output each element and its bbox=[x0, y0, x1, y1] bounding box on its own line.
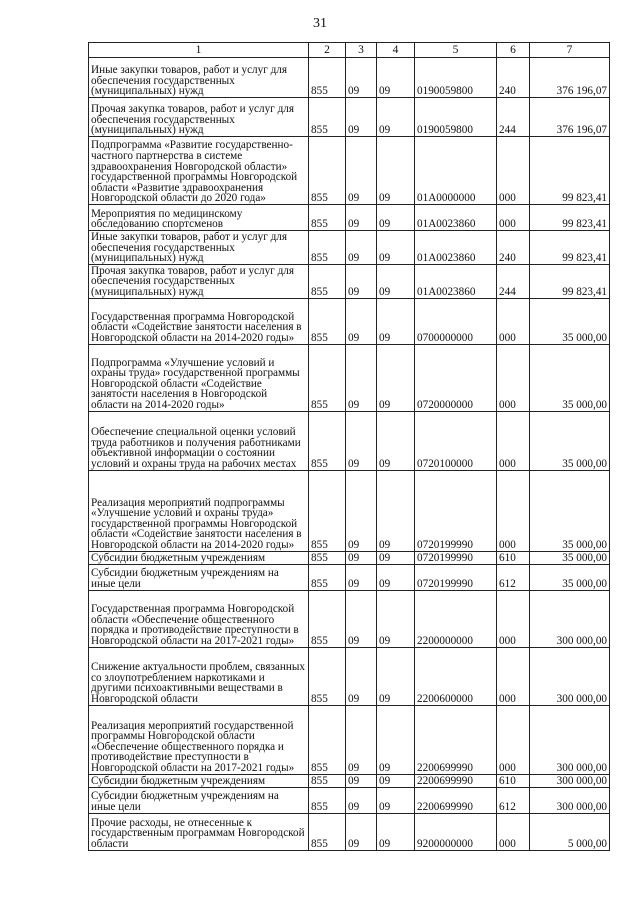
expense-type-cell: 000 bbox=[497, 705, 530, 774]
subsection-cell: 09 bbox=[377, 787, 415, 813]
amount-cell: 35 000,00 bbox=[530, 344, 610, 411]
amount-cell: 99 823,41 bbox=[530, 231, 610, 265]
target-article-cell: 2200600000 bbox=[415, 647, 497, 705]
row-name-cell: Подпрограмма «Улучшение условий и охраны труда» государственной программы Новгородской области «Содействие занятости населения в Новгородской области на 2014-2020 годы» bbox=[89, 344, 309, 411]
amount-cell: 300 000,00 bbox=[530, 647, 610, 705]
table-row bbox=[89, 705, 610, 774]
expense-type-cell: 000 bbox=[497, 344, 530, 411]
budget-table bbox=[88, 42, 610, 851]
section-cell: 09 bbox=[346, 705, 377, 774]
expense-type-cell: 610 bbox=[497, 774, 530, 787]
expense-type-cell: 244 bbox=[497, 264, 530, 298]
row-name-cell: Мероприятия по медицинскому обследованию спортсменов bbox=[89, 205, 309, 231]
expense-type-cell: 244 bbox=[497, 98, 530, 137]
target-article-cell: 2200699990 bbox=[415, 774, 497, 787]
section-cell: 09 bbox=[346, 551, 377, 564]
subsection-cell: 09 bbox=[377, 58, 415, 98]
row-name-cell: Обеспечение специальной оценки условий труда работников и получения работниками объективной информации о состоянии условий и охраны труда на рабочих местах bbox=[89, 411, 309, 470]
admin-code-cell: 855 bbox=[309, 647, 346, 705]
section-cell: 09 bbox=[346, 264, 377, 298]
expense-type-cell: 240 bbox=[497, 231, 530, 265]
admin-code-cell: 855 bbox=[309, 705, 346, 774]
expense-type-cell: 000 bbox=[497, 470, 530, 551]
row-name-cell: Субсидии бюджетным учреждениям на иные цели bbox=[89, 787, 309, 813]
amount-cell: 35 000,00 bbox=[530, 411, 610, 470]
target-article-cell: 2200699990 bbox=[415, 787, 497, 813]
expense-type-cell: 000 bbox=[497, 205, 530, 231]
subsection-cell: 09 bbox=[377, 564, 415, 590]
row-name-cell: Иные закупки товаров, работ и услуг для обеспечения государственных (муниципальных) нужд bbox=[89, 58, 309, 98]
amount-cell: 300 000,00 bbox=[530, 590, 610, 647]
table-row bbox=[89, 590, 610, 647]
subsection-cell: 09 bbox=[377, 551, 415, 564]
expense-type-cell: 000 bbox=[497, 590, 530, 647]
expense-type-cell: 612 bbox=[497, 564, 530, 590]
row-name-cell: Иные закупки товаров, работ и услуг для обеспечения государственных (муниципальных) нужд bbox=[89, 231, 309, 265]
subsection-cell: 09 bbox=[377, 813, 415, 850]
amount-cell: 99 823,41 bbox=[530, 137, 610, 205]
target-article-cell: 01А0000000 bbox=[415, 137, 497, 205]
table-header-row bbox=[89, 43, 610, 58]
table-row bbox=[89, 298, 610, 344]
row-name-cell: Снижение актуальности проблем, связанных со злоупотреблением наркотиками и другими психоактивными веществами в Новгородской области bbox=[89, 647, 309, 705]
header-cell: 7 bbox=[530, 43, 610, 58]
row-name-cell: Государственная программа Новгородской области «Обеспечение общественного порядка и противодействие преступности в Новгородской области на 2017-2021 годы» bbox=[89, 590, 309, 647]
expense-type-cell: 610 bbox=[497, 551, 530, 564]
admin-code-cell: 855 bbox=[309, 590, 346, 647]
target-article-cell: 0190059800 bbox=[415, 58, 497, 98]
expense-type-cell: 000 bbox=[497, 137, 530, 205]
admin-code-cell: 855 bbox=[309, 344, 346, 411]
subsection-cell: 09 bbox=[377, 205, 415, 231]
admin-code-cell: 855 bbox=[309, 411, 346, 470]
amount-cell: 376 196,07 bbox=[530, 58, 610, 98]
amount-cell: 35 000,00 bbox=[530, 298, 610, 344]
target-article-cell: 01А0023860 bbox=[415, 205, 497, 231]
expense-type-cell: 612 bbox=[497, 787, 530, 813]
admin-code-cell: 855 bbox=[309, 137, 346, 205]
subsection-cell: 09 bbox=[377, 470, 415, 551]
amount-cell: 376 196,07 bbox=[530, 98, 610, 137]
table-row bbox=[89, 470, 610, 551]
header-cell: 2 bbox=[309, 43, 346, 58]
admin-code-cell: 855 bbox=[309, 564, 346, 590]
target-article-cell: 0720000000 bbox=[415, 344, 497, 411]
target-article-cell: 0720199990 bbox=[415, 470, 497, 551]
subsection-cell: 09 bbox=[377, 298, 415, 344]
amount-cell: 300 000,00 bbox=[530, 705, 610, 774]
table-row bbox=[89, 205, 610, 231]
section-cell: 09 bbox=[346, 564, 377, 590]
table-row bbox=[89, 344, 610, 411]
target-article-cell: 0720199990 bbox=[415, 564, 497, 590]
table-row bbox=[89, 787, 610, 813]
expense-type-cell: 000 bbox=[497, 411, 530, 470]
amount-cell: 300 000,00 bbox=[530, 774, 610, 787]
row-name-cell: Подпрограмма «Развитие государственно-частного партнерства в системе здравоохранения Новгородской области» государственной программы Новгородской области «Развитие здравоохранения Новгородской области до 2020 года» bbox=[89, 137, 309, 205]
table-row bbox=[89, 774, 610, 787]
target-article-cell: 9200000000 bbox=[415, 813, 497, 850]
subsection-cell: 09 bbox=[377, 647, 415, 705]
row-name-cell: Реализация мероприятий государственной программы Новгородской области «Обеспечение общественного порядка и противодействие преступности в Новгородской области на 2017-2021 годы» bbox=[89, 705, 309, 774]
table-row bbox=[89, 564, 610, 590]
page-number: 31 bbox=[313, 16, 327, 31]
target-article-cell: 2200699990 bbox=[415, 705, 497, 774]
table-row bbox=[89, 58, 610, 98]
admin-code-cell: 855 bbox=[309, 298, 346, 344]
header-cell: 6 bbox=[497, 43, 530, 58]
row-name-cell: Субсидии бюджетным учреждениям на иные цели bbox=[89, 564, 309, 590]
amount-cell: 35 000,00 bbox=[530, 470, 610, 551]
section-cell: 09 bbox=[346, 411, 377, 470]
admin-code-cell: 855 bbox=[309, 98, 346, 137]
table-row bbox=[89, 264, 610, 298]
admin-code-cell: 855 bbox=[309, 58, 346, 98]
admin-code-cell: 855 bbox=[309, 264, 346, 298]
section-cell: 09 bbox=[346, 137, 377, 205]
expense-type-cell: 240 bbox=[497, 58, 530, 98]
amount-cell: 300 000,00 bbox=[530, 787, 610, 813]
expense-type-cell: 000 bbox=[497, 647, 530, 705]
section-cell: 09 bbox=[346, 813, 377, 850]
section-cell: 09 bbox=[346, 787, 377, 813]
amount-cell: 35 000,00 bbox=[530, 551, 610, 564]
amount-cell: 5 000,00 bbox=[530, 813, 610, 850]
target-article-cell: 0720199990 bbox=[415, 551, 497, 564]
expense-type-cell: 000 bbox=[497, 298, 530, 344]
admin-code-cell: 855 bbox=[309, 787, 346, 813]
table-row bbox=[89, 137, 610, 205]
amount-cell: 99 823,41 bbox=[530, 264, 610, 298]
table-row bbox=[89, 813, 610, 850]
target-article-cell: 01А0023860 bbox=[415, 231, 497, 265]
subsection-cell: 09 bbox=[377, 705, 415, 774]
table-row bbox=[89, 98, 610, 137]
table-row bbox=[89, 647, 610, 705]
subsection-cell: 09 bbox=[377, 774, 415, 787]
expense-type-cell: 000 bbox=[497, 813, 530, 850]
target-article-cell: 0700000000 bbox=[415, 298, 497, 344]
target-article-cell: 01А0023860 bbox=[415, 264, 497, 298]
subsection-cell: 09 bbox=[377, 344, 415, 411]
section-cell: 09 bbox=[346, 344, 377, 411]
section-cell: 09 bbox=[346, 774, 377, 787]
section-cell: 09 bbox=[346, 58, 377, 98]
subsection-cell: 09 bbox=[377, 231, 415, 265]
target-article-cell: 2200000000 bbox=[415, 590, 497, 647]
row-name-cell: Реализация мероприятий подпрограммы «Улучшение условий и охраны труда» государственной программы Новгородской области «Содействие занятости населения в Новгородской области на 2014-2020 годы» bbox=[89, 470, 309, 551]
row-name-cell: Прочая закупка товаров, работ и услуг для обеспечения государственных (муниципальных) нужд bbox=[89, 264, 309, 298]
subsection-cell: 09 bbox=[377, 264, 415, 298]
admin-code-cell: 855 bbox=[309, 470, 346, 551]
table-row bbox=[89, 231, 610, 265]
amount-cell: 35 000,00 bbox=[530, 564, 610, 590]
admin-code-cell: 855 bbox=[309, 551, 346, 564]
table-row bbox=[89, 411, 610, 470]
row-name-cell: Государственная программа Новгородской области «Содействие занятости населения в Новгородской области на 2014-2020 годы» bbox=[89, 298, 309, 344]
row-name-cell: Прочие расходы, не отнесенные к государственным программам Новгородской области bbox=[89, 813, 309, 850]
header-cell: 1 bbox=[89, 43, 309, 58]
target-article-cell: 0190059800 bbox=[415, 98, 497, 137]
section-cell: 09 bbox=[346, 470, 377, 551]
amount-cell: 99 823,41 bbox=[530, 205, 610, 231]
header-cell: 5 bbox=[415, 43, 497, 58]
admin-code-cell: 855 bbox=[309, 205, 346, 231]
section-cell: 09 bbox=[346, 231, 377, 265]
header-cell: 4 bbox=[377, 43, 415, 58]
subsection-cell: 09 bbox=[377, 590, 415, 647]
section-cell: 09 bbox=[346, 647, 377, 705]
section-cell: 09 bbox=[346, 590, 377, 647]
admin-code-cell: 855 bbox=[309, 813, 346, 850]
row-name-cell: Субсидии бюджетным учреждениям bbox=[89, 551, 309, 564]
subsection-cell: 09 bbox=[377, 411, 415, 470]
table-row bbox=[89, 551, 610, 564]
section-cell: 09 bbox=[346, 298, 377, 344]
target-article-cell: 0720100000 bbox=[415, 411, 497, 470]
row-name-cell: Субсидии бюджетным учреждениям bbox=[89, 774, 309, 787]
admin-code-cell: 855 bbox=[309, 231, 346, 265]
section-cell: 09 bbox=[346, 98, 377, 137]
row-name-cell: Прочая закупка товаров, работ и услуг для обеспечения государственных (муниципальных) нужд bbox=[89, 98, 309, 137]
section-cell: 09 bbox=[346, 205, 377, 231]
header-cell: 3 bbox=[346, 43, 377, 58]
admin-code-cell: 855 bbox=[309, 774, 346, 787]
subsection-cell: 09 bbox=[377, 137, 415, 205]
subsection-cell: 09 bbox=[377, 98, 415, 137]
